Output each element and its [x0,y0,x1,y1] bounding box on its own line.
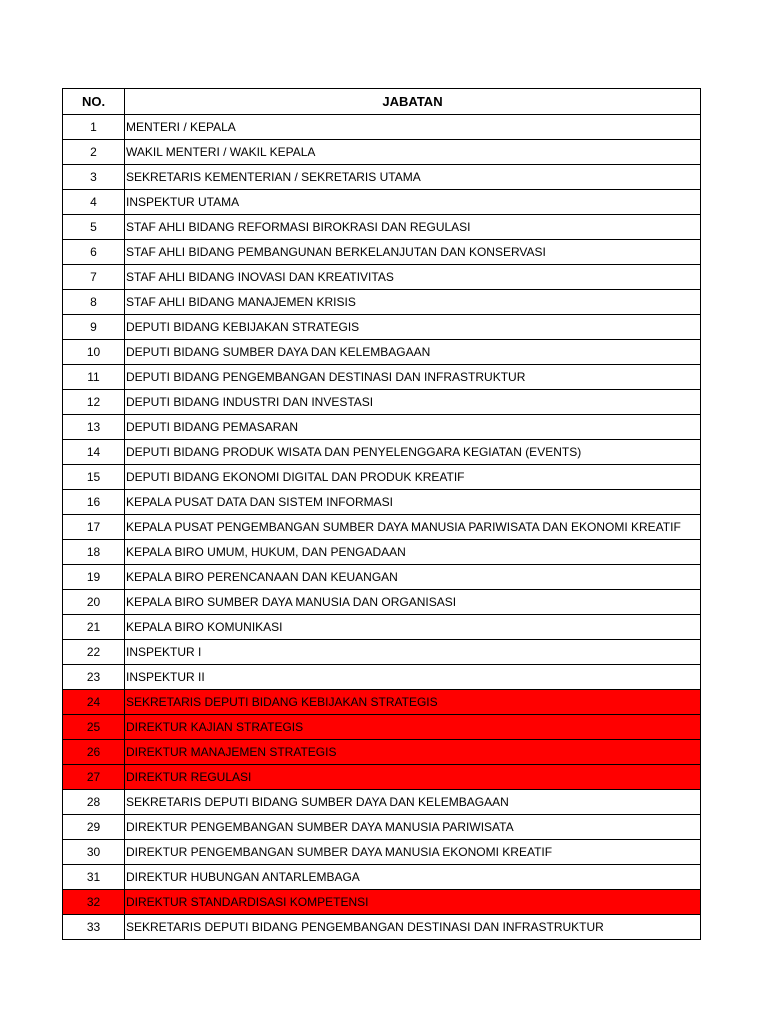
row-number-cell: 23 [63,665,125,690]
row-number-cell: 3 [63,165,125,190]
jabatan-cell: DEPUTI BIDANG KEBIJAKAN STRATEGIS [125,315,701,340]
jabatan-cell: KEPALA BIRO UMUM, HUKUM, DAN PENGADAAN [125,540,701,565]
row-number-cell: 17 [63,515,125,540]
table-row [63,690,701,715]
table-row [63,190,701,215]
row-number-cell: 2 [63,140,125,165]
row-number-cell: 4 [63,190,125,215]
jabatan-cell: STAF AHLI BIDANG REFORMASI BIROKRASI DAN REGULASI [125,215,701,240]
jabatan-cell: STAF AHLI BIDANG INOVASI DAN KREATIVITAS [125,265,701,290]
jabatan-cell: KEPALA BIRO PERENCANAAN DAN KEUANGAN [125,565,701,590]
table-row [63,640,701,665]
table-row [63,140,701,165]
row-number-cell: 10 [63,340,125,365]
row-number-cell: 21 [63,615,125,640]
row-number-cell: 20 [63,590,125,615]
jabatan-cell: DEPUTI BIDANG PRODUK WISATA DAN PENYELENGGARA KEGIATAN (EVENTS) [125,440,701,465]
row-number-cell: 15 [63,465,125,490]
row-number-cell: 24 [63,690,125,715]
table-row [63,590,701,615]
table-row [63,740,701,765]
column-header-jabatan: JABATAN [125,89,701,115]
jabatan-cell: DEPUTI BIDANG SUMBER DAYA DAN KELEMBAGAAN [125,340,701,365]
table-row [63,440,701,465]
jabatan-table [62,88,701,940]
jabatan-cell: DIREKTUR PENGEMBANGAN SUMBER DAYA MANUSIA EKONOMI KREATIF [125,840,701,865]
jabatan-cell: KEPALA PUSAT DATA DAN SISTEM INFORMASI [125,490,701,515]
table-row [63,565,701,590]
row-number-cell: 6 [63,240,125,265]
row-number-cell: 8 [63,290,125,315]
row-number-cell: 33 [63,915,125,940]
table-row [63,465,701,490]
table-row [63,515,701,540]
table-row [63,365,701,390]
table-row [63,715,701,740]
jabatan-cell: STAF AHLI BIDANG MANAJEMEN KRISIS [125,290,701,315]
table-body [63,115,701,940]
jabatan-cell: DEPUTI BIDANG EKONOMI DIGITAL DAN PRODUK KREATIF [125,465,701,490]
jabatan-cell: WAKIL MENTERI / WAKIL KEPALA [125,140,701,165]
jabatan-cell: DIREKTUR MANAJEMEN STRATEGIS [125,740,701,765]
jabatan-cell: DIREKTUR KAJIAN STRATEGIS [125,715,701,740]
jabatan-cell: DIREKTUR HUBUNGAN ANTARLEMBAGA [125,865,701,890]
row-number-cell: 11 [63,365,125,390]
table-row [63,665,701,690]
header-row [63,89,701,115]
table-row [63,490,701,515]
table-row [63,115,701,140]
table-row [63,390,701,415]
jabatan-cell: KEPALA BIRO SUMBER DAYA MANUSIA DAN ORGANISASI [125,590,701,615]
table-row [63,790,701,815]
row-number-cell: 22 [63,640,125,665]
row-number-cell: 7 [63,265,125,290]
jabatan-cell: SEKRETARIS KEMENTERIAN / SEKRETARIS UTAMA [125,165,701,190]
table-row [63,415,701,440]
jabatan-cell: INSPEKTUR II [125,665,701,690]
row-number-cell: 25 [63,715,125,740]
row-number-cell: 28 [63,790,125,815]
table-row [63,215,701,240]
row-number-cell: 30 [63,840,125,865]
jabatan-cell: SEKRETARIS DEPUTI BIDANG SUMBER DAYA DAN KELEMBAGAAN [125,790,701,815]
table-row [63,240,701,265]
table-row [63,840,701,865]
row-number-cell: 12 [63,390,125,415]
jabatan-cell: DIREKTUR PENGEMBANGAN SUMBER DAYA MANUSIA PARIWISATA [125,815,701,840]
jabatan-cell: STAF AHLI BIDANG PEMBANGUNAN BERKELANJUTAN DAN KONSERVASI [125,240,701,265]
jabatan-cell: INSPEKTUR I [125,640,701,665]
table-row [63,890,701,915]
row-number-cell: 9 [63,315,125,340]
table-row [63,615,701,640]
jabatan-cell: INSPEKTUR UTAMA [125,190,701,215]
column-header-no: NO. [63,89,125,115]
jabatan-cell: KEPALA BIRO KOMUNIKASI [125,615,701,640]
jabatan-cell: DIREKTUR STANDARDISASI KOMPETENSI [125,890,701,915]
table-row [63,540,701,565]
jabatan-cell: DEPUTI BIDANG PENGEMBANGAN DESTINASI DAN INFRASTRUKTUR [125,365,701,390]
jabatan-cell: MENTERI / KEPALA [125,115,701,140]
row-number-cell: 31 [63,865,125,890]
row-number-cell: 29 [63,815,125,840]
row-number-cell: 16 [63,490,125,515]
row-number-cell: 32 [63,890,125,915]
row-number-cell: 1 [63,115,125,140]
jabatan-cell: KEPALA PUSAT PENGEMBANGAN SUMBER DAYA MANUSIA PARIWISATA DAN EKONOMI KREATIF [125,515,701,540]
table-row [63,165,701,190]
table-row [63,315,701,340]
row-number-cell: 19 [63,565,125,590]
row-number-cell: 5 [63,215,125,240]
jabatan-cell: SEKRETARIS DEPUTI BIDANG PENGEMBANGAN DESTINASI DAN INFRASTRUKTUR [125,915,701,940]
table-row [63,865,701,890]
row-number-cell: 26 [63,740,125,765]
table-row [63,915,701,940]
jabatan-cell: SEKRETARIS DEPUTI BIDANG KEBIJAKAN STRATEGIS [125,690,701,715]
row-number-cell: 14 [63,440,125,465]
table-row [63,265,701,290]
table-row [63,340,701,365]
table-row [63,815,701,840]
jabatan-cell: DIREKTUR REGULASI [125,765,701,790]
row-number-cell: 13 [63,415,125,440]
jabatan-cell: DEPUTI BIDANG PEMASARAN [125,415,701,440]
table-row [63,290,701,315]
jabatan-cell: DEPUTI BIDANG INDUSTRI DAN INVESTASI [125,390,701,415]
row-number-cell: 18 [63,540,125,565]
table-row [63,765,701,790]
row-number-cell: 27 [63,765,125,790]
